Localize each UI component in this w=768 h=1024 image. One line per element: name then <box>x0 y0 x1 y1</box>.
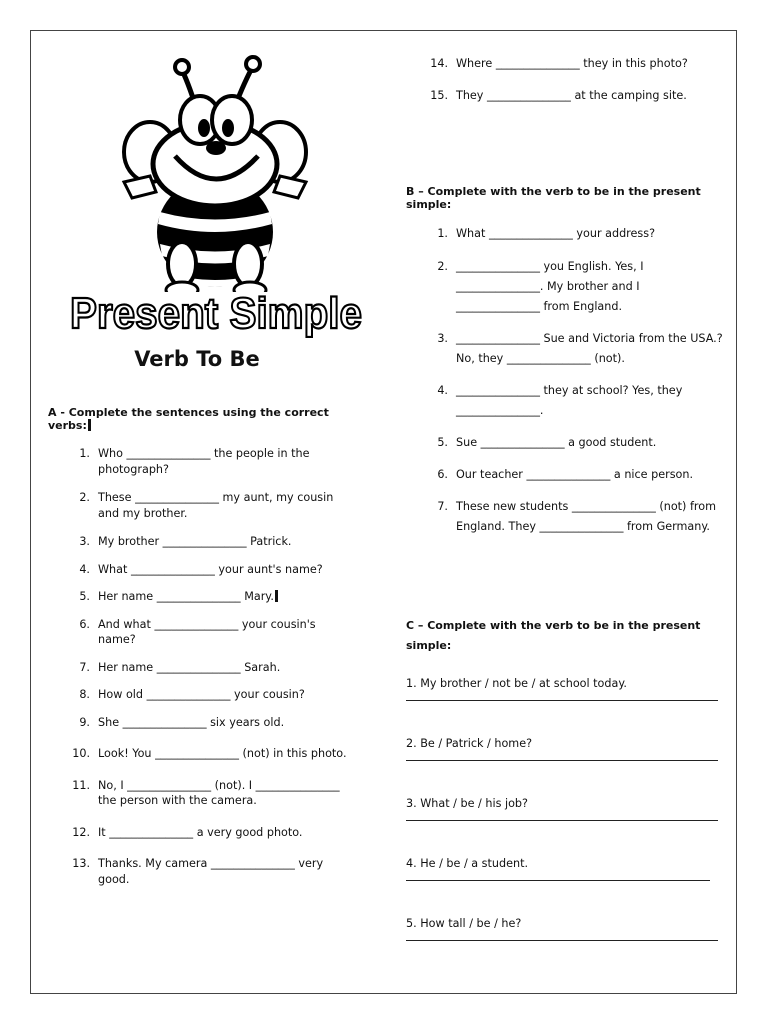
question-text: Sue _______________ a good student. <box>456 436 657 449</box>
question-number: 3. <box>437 332 448 345</box>
question-text: And what _______________ your cousin's name? <box>98 617 316 646</box>
title-graphic <box>66 286 366 338</box>
question-text: They _______________ at the camping site. <box>456 89 687 102</box>
question-item <box>48 660 348 676</box>
section-a-list <box>48 446 348 887</box>
question-item <box>406 329 724 369</box>
exercise-prompt: 5. How tall / be / he? <box>406 917 522 930</box>
section-c <box>406 616 724 656</box>
section-b-heading: B – Complete with the verb to be in the present simple: <box>406 185 701 211</box>
exercise-item <box>406 856 718 881</box>
question-item <box>48 746 348 762</box>
answer-line[interactable] <box>406 932 718 941</box>
question-item <box>48 778 348 809</box>
question-number: 15. <box>430 89 448 102</box>
question-text: These new students _______________ (not) from England. They _______________ from Germany. <box>456 500 717 533</box>
question-number: 14. <box>430 57 448 70</box>
answer-line[interactable] <box>406 752 718 761</box>
exercise-prompt: 2. Be / Patrick / home? <box>406 737 533 750</box>
question-text: What _______________ your aunt's name? <box>98 562 323 576</box>
section-a-heading: A - Complete the sentences using the correct verbs: <box>48 406 329 432</box>
exercise-item <box>406 916 718 941</box>
exercise-prompt: 3. What / be / his job? <box>406 797 528 810</box>
question-item <box>406 257 724 317</box>
question-number: 8. <box>79 688 90 701</box>
question-item <box>406 86 724 106</box>
answer-line[interactable] <box>406 812 718 821</box>
section-c-heading: C – Complete with the verb to be in the present simple: <box>406 619 701 652</box>
question-text: Thanks. My camera _______________ very good. <box>98 857 324 886</box>
question-number: 5. <box>79 590 90 603</box>
question-item <box>406 465 724 485</box>
question-number: 3. <box>79 535 90 548</box>
question-text: She _______________ six years old. <box>98 715 285 729</box>
question-number: 13. <box>72 857 90 870</box>
question-item <box>406 54 724 74</box>
question-text: It _______________ a very good photo. <box>98 825 303 839</box>
question-text: What _______________ your address? <box>456 227 656 240</box>
question-text: _______________ they at school? Yes, they _______________. <box>456 384 683 417</box>
question-text: How old _______________ your cousin? <box>98 688 305 701</box>
question-number: 2. <box>437 260 448 273</box>
question-item <box>48 687 348 703</box>
question-item <box>48 562 348 578</box>
page-subtitle: Verb To Be <box>134 347 260 371</box>
question-item <box>48 490 348 521</box>
question-item <box>48 715 348 731</box>
question-text: Look! You _______________ (not) in this photo. <box>98 747 347 760</box>
question-text: _______________ you English. Yes, I _______________. My brother and I _______________ from England. <box>456 260 644 313</box>
section-b-list <box>406 224 724 537</box>
question-number: 12. <box>72 825 90 839</box>
question-item <box>48 589 348 605</box>
question-text: Her name _______________ Sarah. <box>98 660 281 674</box>
answer-line[interactable] <box>406 872 710 881</box>
question-item <box>48 534 348 550</box>
question-item <box>48 825 348 841</box>
question-item <box>48 856 348 887</box>
exercise-prompt: 1. My brother / not be / at school today. <box>406 677 627 690</box>
answer-line[interactable] <box>406 692 718 701</box>
question-number: 10. <box>72 747 90 760</box>
question-number: 6. <box>79 617 90 631</box>
section-a <box>48 406 348 432</box>
question-number: 9. <box>79 715 90 729</box>
question-number: 4. <box>437 384 448 397</box>
bee-illustration <box>120 52 310 292</box>
section-b <box>406 185 724 211</box>
question-item <box>48 446 348 477</box>
exercise-item <box>406 676 718 701</box>
exercise-prompt: 4. He / be / a student. <box>406 857 529 870</box>
section-a-list-continued <box>406 54 724 106</box>
question-number: 5. <box>437 436 448 449</box>
question-text: No, I _______________ (not). I _______________ the person with the camera. <box>98 778 340 807</box>
question-text: _______________ Sue and Victoria from the USA.? No, they _______________ (not). <box>456 332 723 365</box>
question-text: Our teacher _______________ a nice person. <box>456 468 694 481</box>
question-number: 2. <box>79 491 90 504</box>
question-text: These _______________ my aunt, my cousin and my brother. <box>98 491 334 520</box>
section-c-list <box>406 676 724 966</box>
question-text: Where _______________ they in this photo? <box>456 57 688 70</box>
question-text: My brother _______________ Patrick. <box>98 535 292 548</box>
question-item <box>48 617 348 648</box>
question-number: 1. <box>79 447 90 460</box>
question-text: Who _______________ the people in the photograph? <box>98 447 310 476</box>
question-item <box>406 224 724 244</box>
question-item <box>406 381 724 421</box>
question-number: 6. <box>437 468 448 481</box>
text-cursor <box>275 590 278 602</box>
question-item <box>406 433 724 453</box>
question-item <box>406 497 724 537</box>
question-number: 11. <box>72 778 90 792</box>
exercise-item <box>406 736 718 761</box>
text-cursor <box>88 419 91 431</box>
page-title: Present Simple <box>70 289 362 338</box>
question-number: 4. <box>79 562 90 576</box>
question-text: Her name _______________ Mary. <box>98 590 274 603</box>
question-number: 7. <box>437 500 448 513</box>
exercise-item <box>406 796 718 821</box>
question-number: 7. <box>79 660 90 674</box>
question-number: 1. <box>437 227 448 240</box>
